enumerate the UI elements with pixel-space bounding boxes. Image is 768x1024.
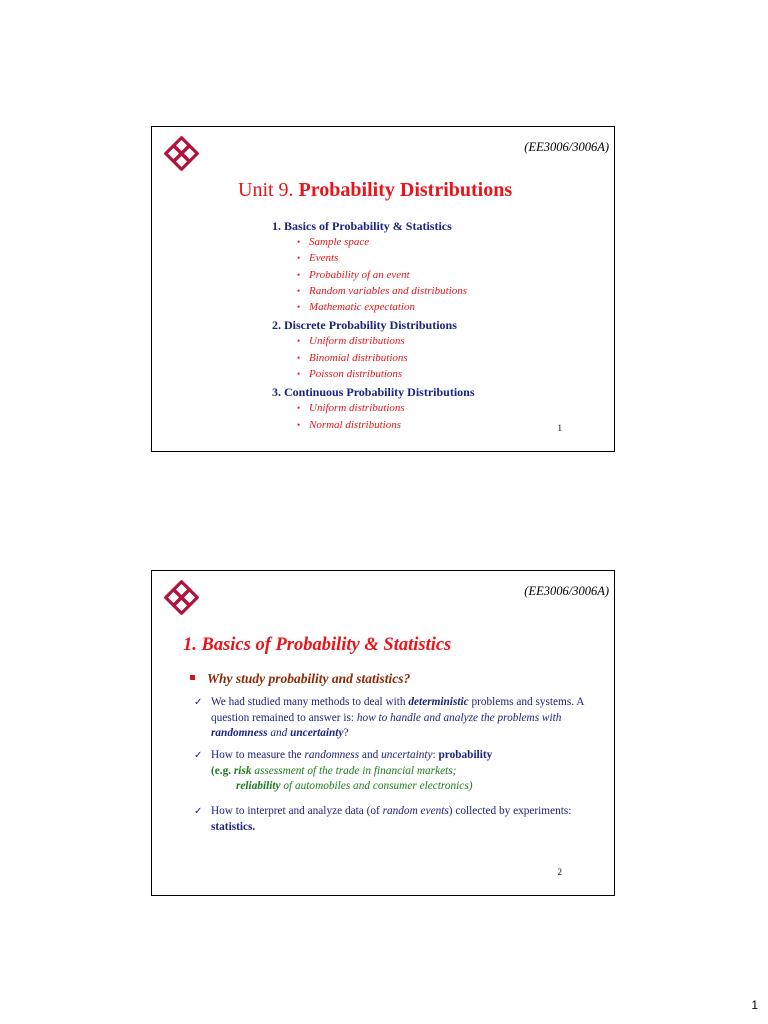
slide-2: [151, 570, 615, 896]
section-list: [272, 234, 602, 315]
list-item: • Uniform distributions: [297, 400, 602, 416]
list-item: • Sample space: [297, 234, 602, 250]
bullet-icon: •: [297, 336, 301, 347]
check-point-2: ✓ How to measure the randomness and uncertainty: probability (e.g. risk assessment of the trade in financial markets; reliability of automobiles and consumer electronics): [194, 749, 493, 792]
section-list: [272, 333, 602, 382]
slide-1: [151, 126, 615, 452]
list-item: • Poisson distributions: [297, 366, 602, 382]
check-point-3: ✓ How to interpret and analyze data (of random events) collected by experiments: statistics.: [194, 805, 572, 833]
check-icon: ✓: [194, 697, 203, 708]
polyu-logo-icon: [162, 579, 202, 619]
document-page-number: 1: [751, 998, 758, 1012]
table-of-contents: [272, 216, 602, 435]
bullet-icon: •: [297, 253, 301, 264]
list-item: • Probability of an event: [297, 267, 602, 283]
bullet-icon: •: [297, 369, 301, 380]
bullet-icon: •: [297, 237, 301, 247]
check-icon: ✓: [194, 750, 203, 761]
list-item: • Mathematic expectation: [297, 299, 602, 315]
section-list: [272, 400, 602, 433]
square-bullet-icon: [190, 675, 195, 680]
list-item: • Random variables and distributions: [297, 283, 602, 299]
section-heading: 2. Discrete Probability Distributions: [272, 318, 457, 333]
list-item: • Binomial distributions: [297, 350, 602, 366]
title-prefix: Unit 9.: [238, 179, 294, 201]
slide-page-number: 2: [557, 867, 562, 877]
check-icon: ✓: [194, 806, 203, 817]
title-main: Probability Distributions: [298, 179, 513, 201]
check-point-1: ✓ We had studied many methods to deal with deterministic problems and systems. A question remained to answer is: how to handle and analyze the problems with randomness and uncertainty?: [194, 696, 584, 739]
polyu-logo-icon: [162, 135, 202, 175]
section-heading: 1. Basics of Probability & Statistics: [272, 219, 452, 233]
course-code: (EE3006/3006A): [524, 584, 609, 598]
course-code: (EE3006/3006A): [524, 140, 609, 154]
subheading: Why study probability and statistics?: [190, 671, 410, 687]
list-item: • Normal distributions: [297, 417, 602, 433]
slide-page-number: 1: [557, 423, 562, 433]
bullet-icon: •: [297, 269, 301, 280]
bullet-icon: •: [297, 419, 301, 430]
section-heading: 3. Continuous Probability Distributions: [272, 385, 475, 400]
bullet-icon: •: [297, 352, 301, 363]
bullet-icon: •: [297, 285, 301, 296]
slide-title: 1. Basics of Probability & Statistics: [183, 635, 452, 655]
list-item: • Uniform distributions: [297, 333, 602, 349]
slide-title: [238, 179, 512, 202]
list-item: • Events: [297, 250, 602, 266]
bullet-icon: •: [297, 302, 301, 313]
bullet-icon: •: [297, 403, 301, 414]
